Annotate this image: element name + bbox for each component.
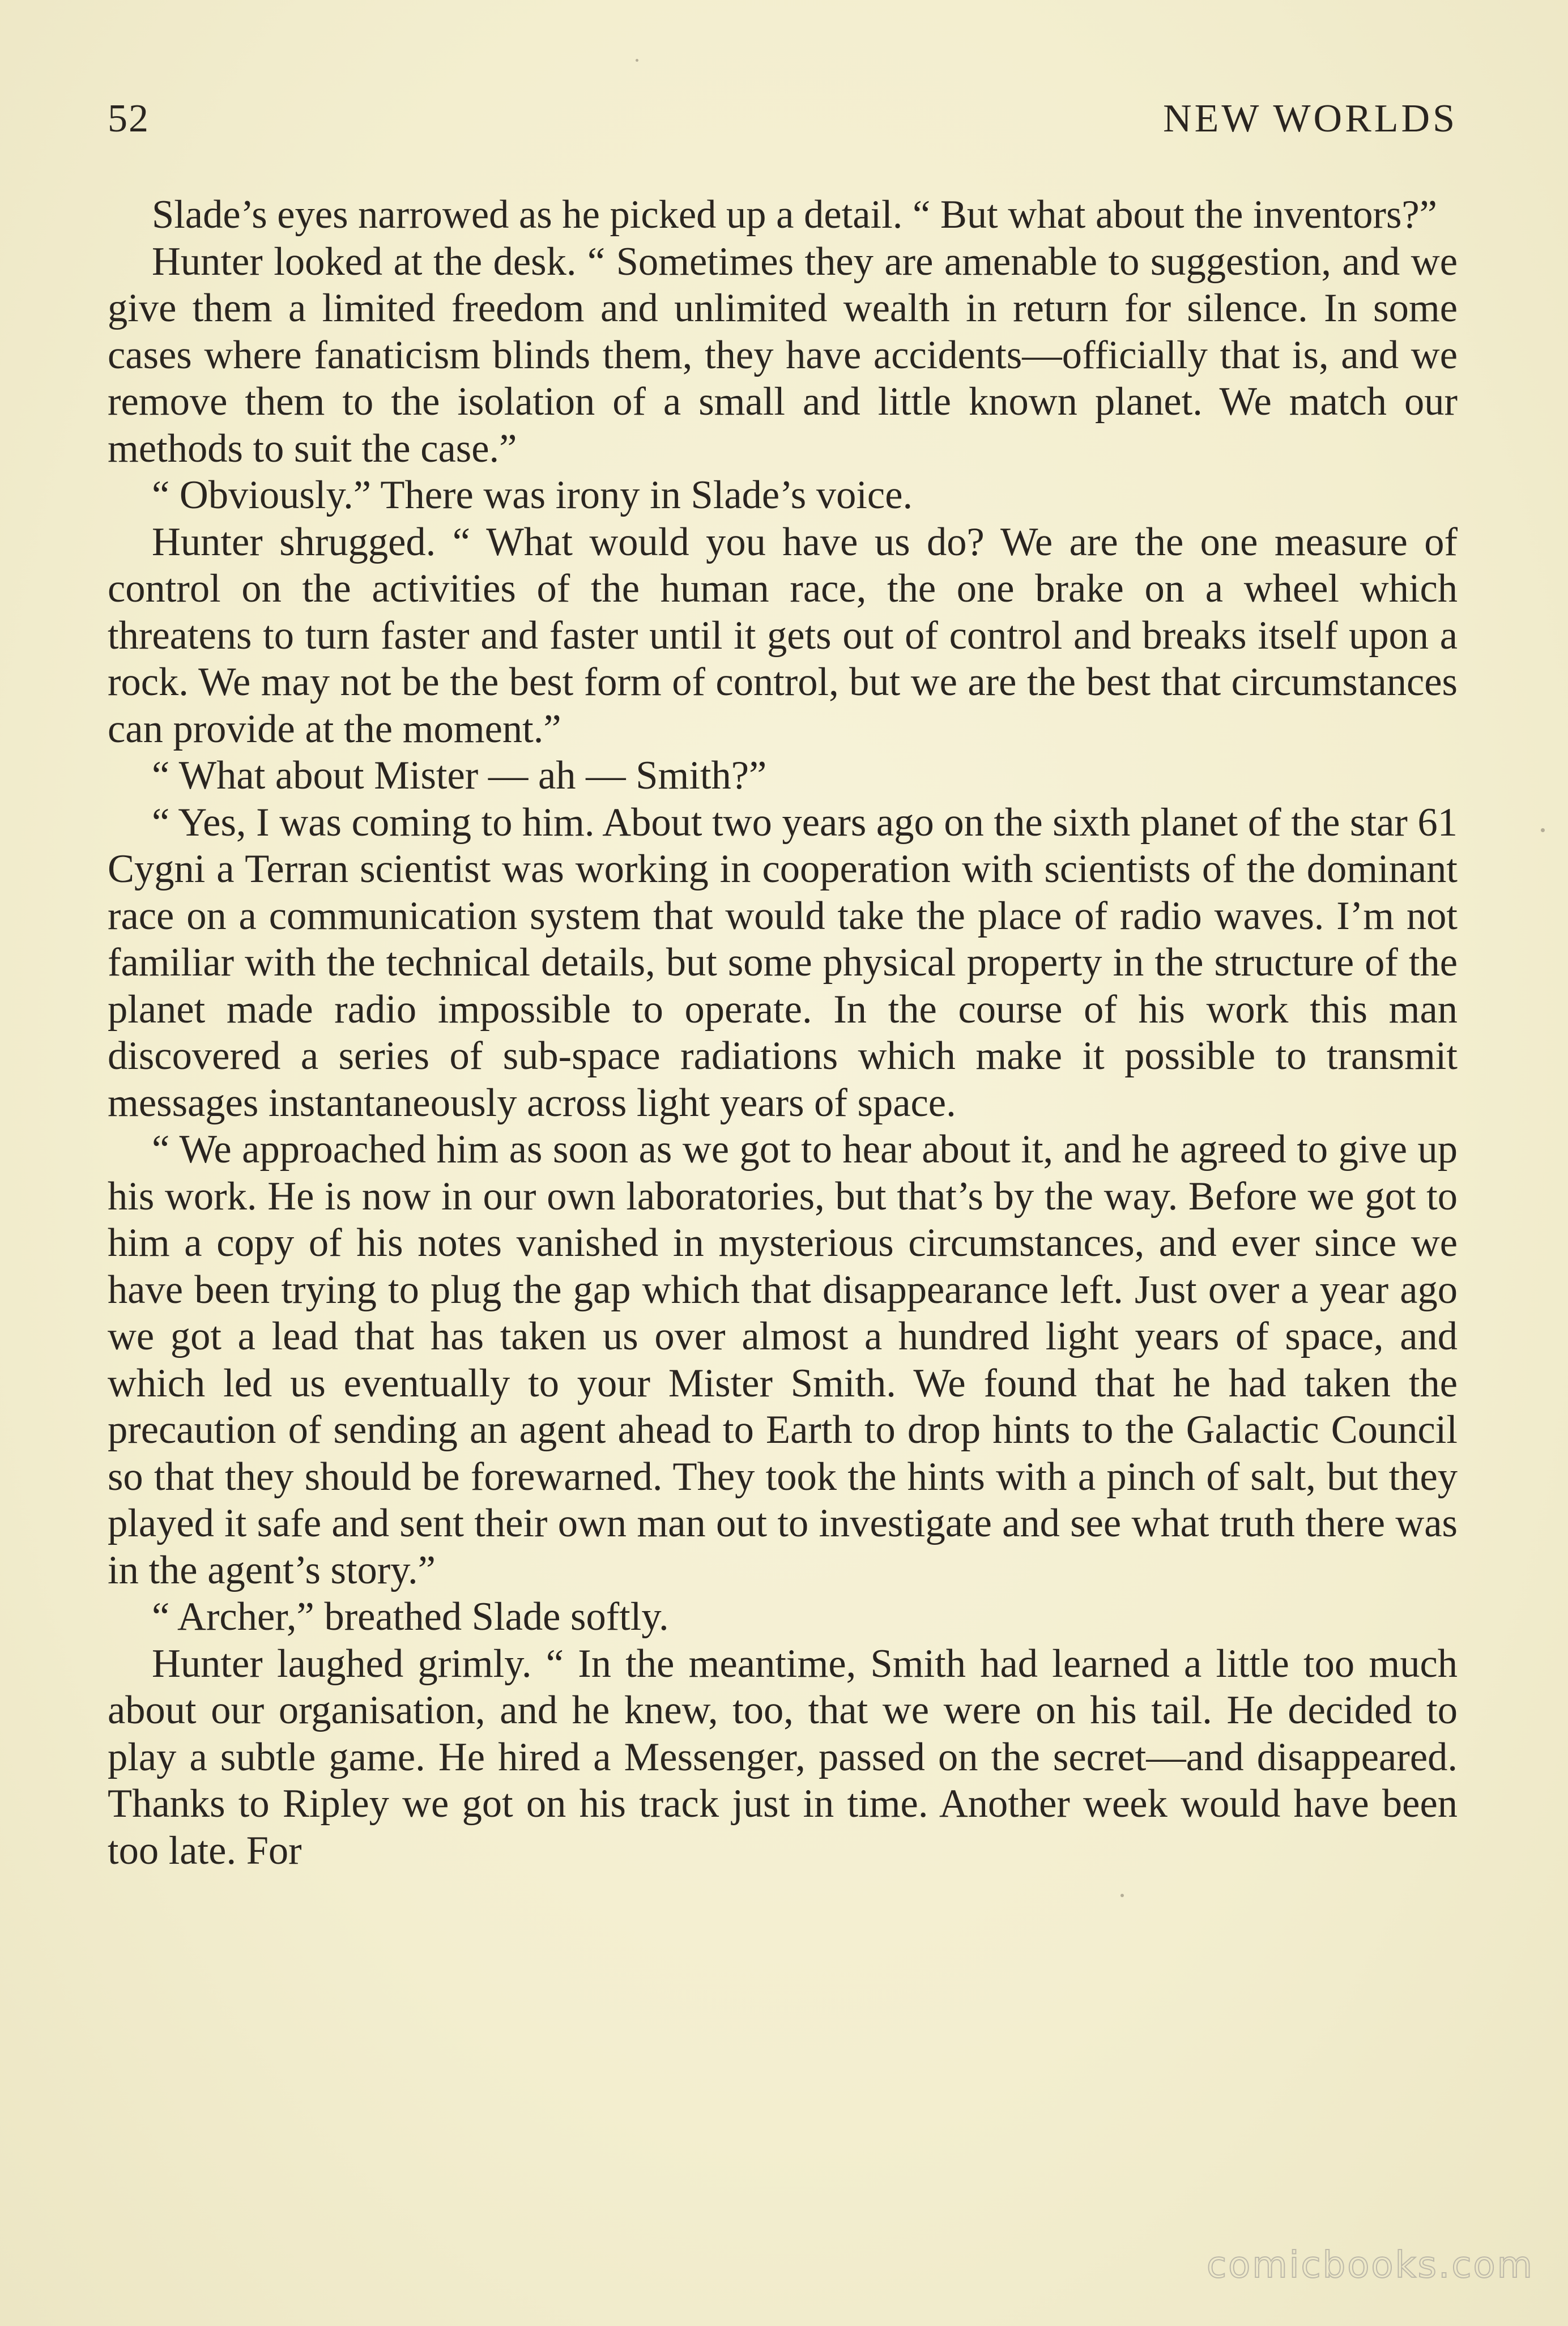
paragraph: “ Yes, I was coming to him. About two years ago on the sixth planet of the star 61 Cygni a Terran scientist was working in cooperation with scientists of the dominant race on a communication system that would take the place of radio waves. I’m not familiar with the technical details, but some physical property in the structure of the planet made radio impossible to operate. In the course of his work this man discovered a series of sub-space radiations which make it possible to transmit messages instantaneously across light years of space. <box>108 800 1458 1125</box>
paragraph: Hunter looked at the desk. “ Sometimes they are amenable to suggestion, and we give them a limited freedom and unlimited wealth in return for silence. In some cases where fanaticism blinds them, they have accidents—officially that is, and we remove them to the isolation of a small and little known planet. We match our methods to suit the case.” <box>108 239 1458 471</box>
paper-speck <box>636 59 638 62</box>
running-title: NEW WORLDS <box>1163 97 1458 140</box>
paragraph: “ Obviously.” There was irony in Slade’s voice. <box>152 473 913 517</box>
paragraph: Hunter shrugged. “ What would you have us do? We are the one measure of control on the activities of the human race, the one brake on a wheel which threatens to turn faster and faster until it gets out of control and breaks itself upon a rock. We may not be the best form of control, but we are the best that circumstances can provide at the moment.” <box>108 519 1458 751</box>
paragraph: “ What about Mister — ah — Smith?” <box>152 753 767 798</box>
paper-speck <box>1541 828 1545 832</box>
paragraph: “ We approached him as soon as we got to hear about it, and he agreed to give up his work. He is now in our own laboratories, but that’s by the way. Before we got to him a copy of his notes vanished in mysterious circumstances, and ever since we have been trying to plug the gap which that disappearance left. Just over a year ago we got a lead that has taken us over almost a hundred light years of space, and which led us eventually to your Mister Smith. We found that he had taken the precaution of sending an agent ahead to Earth to drop hints to the Galactic Council so that they should be forewarned. They took the hints with a pinch of salt, but they played it safe and sent their own man out to investigate and see what truth there was in the agent’s story.” <box>108 1127 1458 1592</box>
paragraph: Slade’s eyes narrowed as he picked up a detail. “ But what about the inventors?” <box>152 193 1437 237</box>
watermark: comicbooks.com <box>1206 2244 1534 2286</box>
body-text <box>108 191 1458 1874</box>
paper-speck <box>1120 1894 1124 1897</box>
page-number: 52 <box>108 97 150 140</box>
paragraph: “ Archer,” breathed Slade softly. <box>152 1595 669 1639</box>
page-header <box>108 96 1458 153</box>
paragraph: Hunter laughed grimly. “ In the meantime, Smith had learned a little too much about our organisation, and he knew, too, that we were on his tail. He decided to play a subtle game. He hired a Messenger, passed on the secret—and disappeared. Thanks to Ripley we got on his track just in time. Another week would have been too late. For <box>108 1641 1458 1873</box>
